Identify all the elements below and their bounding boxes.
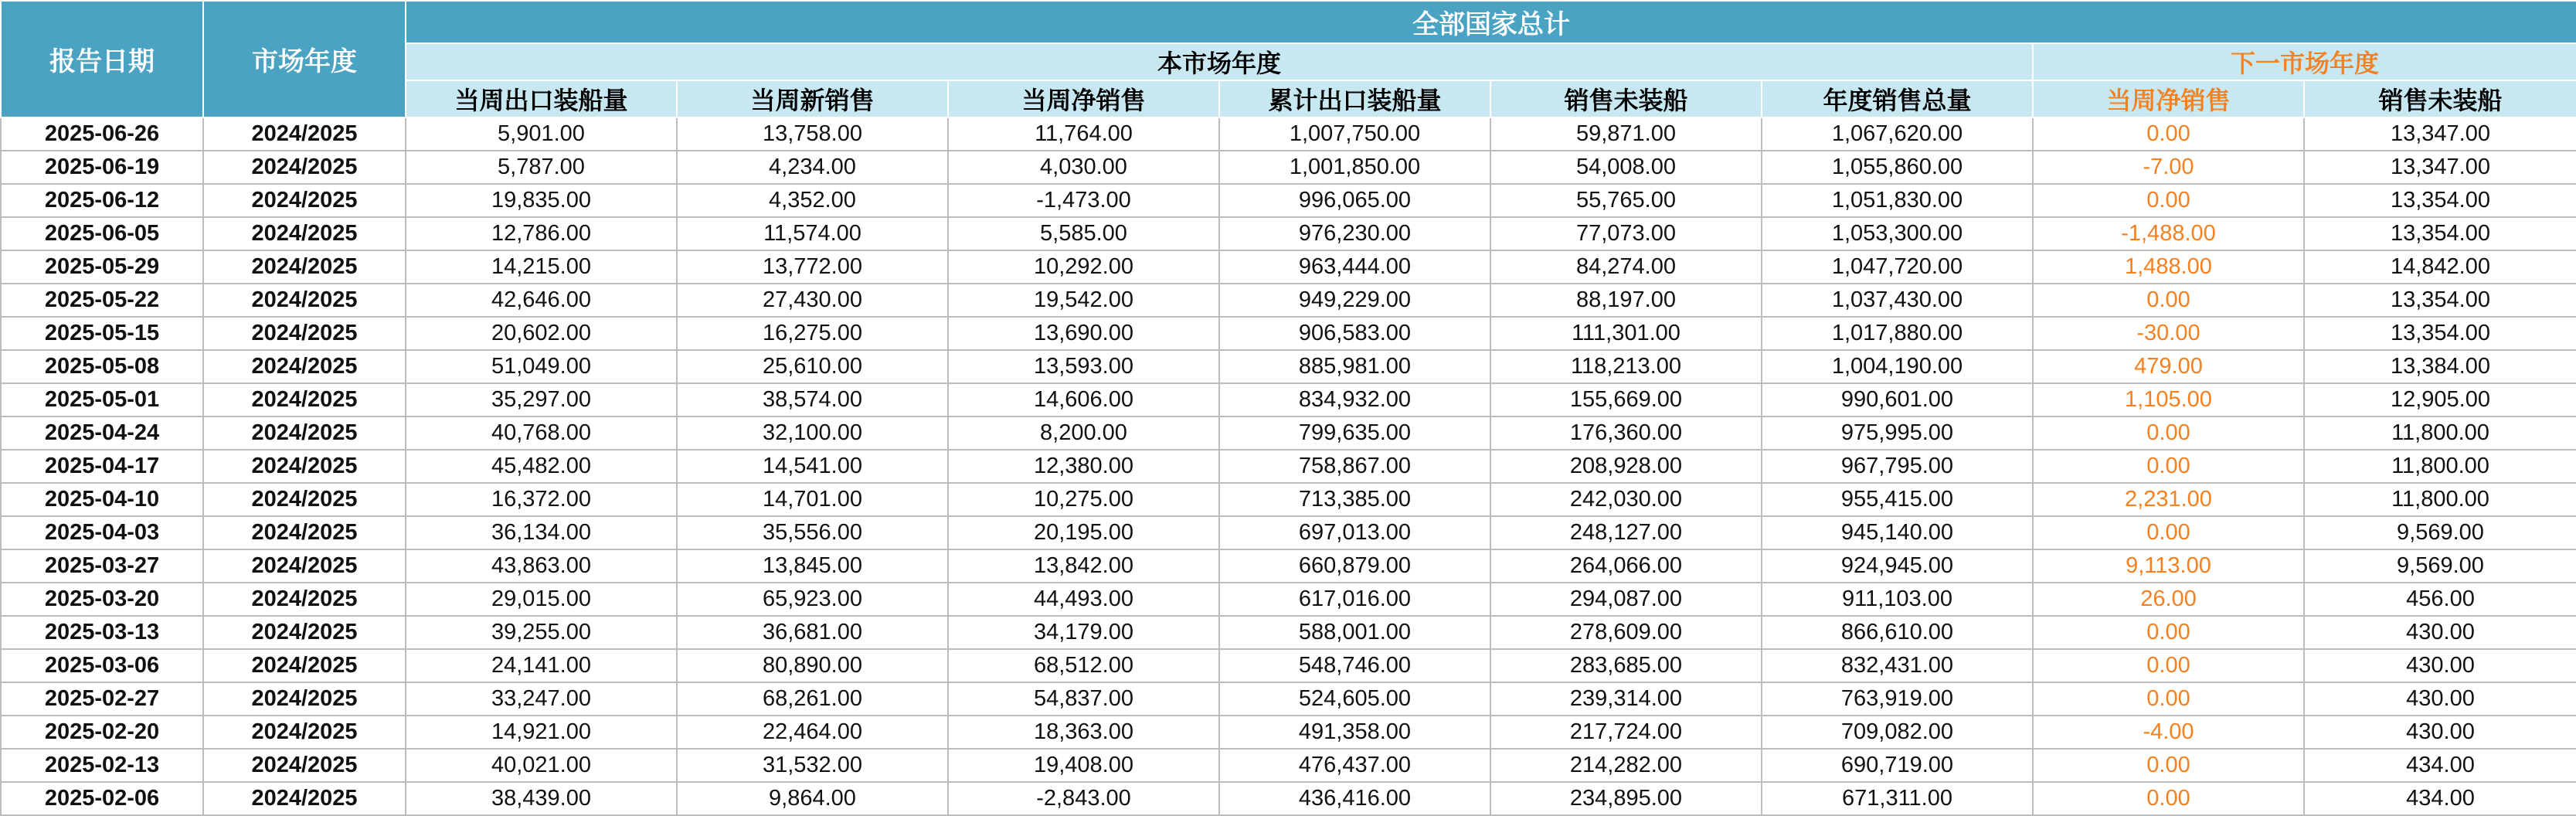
cell-outstanding-sales[interactable]: 208,928.00 (1490, 450, 1762, 483)
cell-weekly-net-sales[interactable]: 10,292.00 (948, 250, 1219, 284)
cell-weekly-net-sales[interactable]: 11,764.00 (948, 117, 1219, 151)
cell-outstanding-sales[interactable]: 84,274.00 (1490, 250, 1762, 284)
cell-cumulative-export-shipments[interactable]: 906,583.00 (1219, 317, 1490, 350)
cell-weekly-new-sales[interactable]: 32,100.00 (677, 416, 948, 450)
cell-next-outstanding-sales[interactable]: 11,800.00 (2304, 483, 2576, 516)
cell-market-year[interactable]: 2024/2025 (203, 782, 406, 815)
cell-weekly-net-sales[interactable]: 20,195.00 (948, 516, 1219, 549)
cell-total-annual-sales[interactable]: 1,053,300.00 (1762, 217, 2033, 250)
cell-next-weekly-net-sales[interactable]: -1,488.00 (2033, 217, 2304, 250)
cell-weekly-export-shipments[interactable]: 12,786.00 (406, 217, 677, 250)
cell-next-outstanding-sales[interactable]: 430.00 (2304, 716, 2576, 749)
cell-outstanding-sales[interactable]: 294,087.00 (1490, 583, 1762, 616)
cell-weekly-net-sales[interactable]: 13,690.00 (948, 317, 1219, 350)
cell-next-outstanding-sales[interactable]: 13,347.00 (2304, 117, 2576, 151)
cell-cumulative-export-shipments[interactable]: 996,065.00 (1219, 184, 1490, 217)
cell-next-outstanding-sales[interactable]: 11,800.00 (2304, 450, 2576, 483)
header-all-countries-total: 全部国家总计 (406, 1, 2576, 43)
cell-next-outstanding-sales[interactable]: 13,354.00 (2304, 284, 2576, 317)
cell-weekly-net-sales[interactable]: -1,473.00 (948, 184, 1219, 217)
cell-total-annual-sales[interactable]: 955,415.00 (1762, 483, 2033, 516)
cell-report-date[interactable]: 2025-05-29 (1, 250, 203, 284)
cell-cumulative-export-shipments[interactable]: 799,635.00 (1219, 416, 1490, 450)
cell-weekly-export-shipments[interactable]: 42,646.00 (406, 284, 677, 317)
cell-next-outstanding-sales[interactable]: 434.00 (2304, 749, 2576, 782)
cell-next-weekly-net-sales[interactable]: -30.00 (2033, 317, 2304, 350)
cell-total-annual-sales[interactable]: 690,719.00 (1762, 749, 2033, 782)
cell-next-outstanding-sales[interactable]: 9,569.00 (2304, 516, 2576, 549)
cell-next-weekly-net-sales[interactable]: 0.00 (2033, 749, 2304, 782)
cell-next-weekly-net-sales[interactable]: 1,105.00 (2033, 383, 2304, 416)
cell-weekly-net-sales[interactable]: 14,606.00 (948, 383, 1219, 416)
header-next-outstanding-sales[interactable]: 销售未装船 (2304, 80, 2576, 117)
header-total-annual-sales[interactable]: 年度销售总量 (1762, 80, 2033, 117)
table-row[interactable] (1, 284, 2576, 317)
cell-weekly-export-shipments[interactable]: 5,901.00 (406, 117, 677, 151)
cell-report-date[interactable]: 2025-03-27 (1, 549, 203, 583)
cell-weekly-new-sales[interactable]: 4,352.00 (677, 184, 948, 217)
cell-market-year[interactable]: 2024/2025 (203, 350, 406, 383)
cell-next-weekly-net-sales[interactable]: 479.00 (2033, 350, 2304, 383)
cell-cumulative-export-shipments[interactable]: 436,416.00 (1219, 782, 1490, 815)
cell-weekly-new-sales[interactable]: 35,556.00 (677, 516, 948, 549)
cell-outstanding-sales[interactable]: 234,895.00 (1490, 782, 1762, 815)
header-next-market-year: 下一市场年度 (2033, 43, 2576, 80)
cell-report-date[interactable]: 2025-04-17 (1, 450, 203, 483)
cell-market-year[interactable]: 2024/2025 (203, 682, 406, 716)
cell-next-outstanding-sales[interactable]: 11,800.00 (2304, 416, 2576, 450)
cell-weekly-new-sales[interactable]: 65,923.00 (677, 583, 948, 616)
table-row[interactable] (1, 117, 2576, 151)
table-row[interactable] (1, 549, 2576, 583)
cell-total-annual-sales[interactable]: 866,610.00 (1762, 616, 2033, 649)
header-market-year[interactable]: 市场年度 (203, 1, 406, 117)
cell-total-annual-sales[interactable]: 975,995.00 (1762, 416, 2033, 450)
cell-next-outstanding-sales[interactable]: 13,347.00 (2304, 151, 2576, 184)
cell-weekly-export-shipments[interactable]: 5,787.00 (406, 151, 677, 184)
cell-next-weekly-net-sales[interactable]: 0.00 (2033, 616, 2304, 649)
cell-next-weekly-net-sales[interactable]: 26.00 (2033, 583, 2304, 616)
cell-weekly-new-sales[interactable]: 14,541.00 (677, 450, 948, 483)
cell-next-outstanding-sales[interactable]: 14,842.00 (2304, 250, 2576, 284)
cell-outstanding-sales[interactable]: 176,360.00 (1490, 416, 1762, 450)
cell-cumulative-export-shipments[interactable]: 697,013.00 (1219, 516, 1490, 549)
table-row[interactable] (1, 483, 2576, 516)
cell-cumulative-export-shipments[interactable]: 588,001.00 (1219, 616, 1490, 649)
cell-weekly-net-sales[interactable]: 13,593.00 (948, 350, 1219, 383)
cell-next-outstanding-sales[interactable]: 430.00 (2304, 682, 2576, 716)
cell-market-year[interactable]: 2024/2025 (203, 483, 406, 516)
cell-total-annual-sales[interactable]: 1,017,880.00 (1762, 317, 2033, 350)
table-row[interactable] (1, 682, 2576, 716)
cell-weekly-net-sales[interactable]: 68,512.00 (948, 649, 1219, 682)
cell-outstanding-sales[interactable]: 283,685.00 (1490, 649, 1762, 682)
cell-next-outstanding-sales[interactable]: 434.00 (2304, 782, 2576, 815)
cell-next-outstanding-sales[interactable]: 13,354.00 (2304, 317, 2576, 350)
cell-total-annual-sales[interactable]: 763,919.00 (1762, 682, 2033, 716)
table-row[interactable] (1, 749, 2576, 782)
cell-outstanding-sales[interactable]: 59,871.00 (1490, 117, 1762, 151)
cell-market-year[interactable]: 2024/2025 (203, 616, 406, 649)
cell-cumulative-export-shipments[interactable]: 524,605.00 (1219, 682, 1490, 716)
cell-weekly-net-sales[interactable]: 44,493.00 (948, 583, 1219, 616)
cell-next-weekly-net-sales[interactable]: 0.00 (2033, 682, 2304, 716)
cell-weekly-new-sales[interactable]: 9,864.00 (677, 782, 948, 815)
cell-cumulative-export-shipments[interactable]: 963,444.00 (1219, 250, 1490, 284)
cell-market-year[interactable]: 2024/2025 (203, 184, 406, 217)
cell-outstanding-sales[interactable]: 242,030.00 (1490, 483, 1762, 516)
cell-next-weekly-net-sales[interactable]: 1,488.00 (2033, 250, 2304, 284)
cell-next-outstanding-sales[interactable]: 13,354.00 (2304, 184, 2576, 217)
table-row[interactable] (1, 350, 2576, 383)
cell-market-year[interactable]: 2024/2025 (203, 716, 406, 749)
cell-cumulative-export-shipments[interactable]: 834,932.00 (1219, 383, 1490, 416)
cell-outstanding-sales[interactable]: 54,008.00 (1490, 151, 1762, 184)
table-row[interactable] (1, 583, 2576, 616)
cell-weekly-export-shipments[interactable]: 14,215.00 (406, 250, 677, 284)
cell-next-outstanding-sales[interactable]: 9,569.00 (2304, 549, 2576, 583)
table-row[interactable] (1, 317, 2576, 350)
cell-report-date[interactable]: 2025-03-13 (1, 616, 203, 649)
cell-total-annual-sales[interactable]: 1,004,190.00 (1762, 350, 2033, 383)
cell-report-date[interactable]: 2025-02-06 (1, 782, 203, 815)
cell-cumulative-export-shipments[interactable]: 949,229.00 (1219, 284, 1490, 317)
cell-outstanding-sales[interactable]: 264,066.00 (1490, 549, 1762, 583)
cell-total-annual-sales[interactable]: 911,103.00 (1762, 583, 2033, 616)
cell-market-year[interactable]: 2024/2025 (203, 416, 406, 450)
cell-next-weekly-net-sales[interactable]: -4.00 (2033, 716, 2304, 749)
table-row[interactable] (1, 450, 2576, 483)
table-row[interactable] (1, 416, 2576, 450)
cell-weekly-new-sales[interactable]: 80,890.00 (677, 649, 948, 682)
cell-weekly-export-shipments[interactable]: 39,255.00 (406, 616, 677, 649)
cell-report-date[interactable]: 2025-04-10 (1, 483, 203, 516)
cell-next-outstanding-sales[interactable]: 430.00 (2304, 649, 2576, 682)
cell-weekly-export-shipments[interactable]: 24,141.00 (406, 649, 677, 682)
cell-weekly-export-shipments[interactable]: 16,372.00 (406, 483, 677, 516)
cell-market-year[interactable]: 2024/2025 (203, 317, 406, 350)
cell-weekly-net-sales[interactable]: 8,200.00 (948, 416, 1219, 450)
cell-weekly-net-sales[interactable]: 5,585.00 (948, 217, 1219, 250)
cell-market-year[interactable]: 2024/2025 (203, 151, 406, 184)
cell-outstanding-sales[interactable]: 111,301.00 (1490, 317, 1762, 350)
cell-market-year[interactable]: 2024/2025 (203, 250, 406, 284)
cell-weekly-export-shipments[interactable]: 35,297.00 (406, 383, 677, 416)
cell-outstanding-sales[interactable]: 278,609.00 (1490, 616, 1762, 649)
cell-total-annual-sales[interactable]: 967,795.00 (1762, 450, 2033, 483)
cell-next-outstanding-sales[interactable]: 456.00 (2304, 583, 2576, 616)
cell-outstanding-sales[interactable]: 214,282.00 (1490, 749, 1762, 782)
cell-next-outstanding-sales[interactable]: 13,354.00 (2304, 217, 2576, 250)
cell-report-date[interactable]: 2025-05-08 (1, 350, 203, 383)
cell-weekly-export-shipments[interactable]: 36,134.00 (406, 516, 677, 549)
cell-report-date[interactable]: 2025-03-20 (1, 583, 203, 616)
header-this-market-year: 本市场年度 (406, 43, 2033, 80)
cell-weekly-new-sales[interactable]: 27,430.00 (677, 284, 948, 317)
header-report-date[interactable]: 报告日期 (1, 1, 203, 117)
cell-market-year[interactable]: 2024/2025 (203, 217, 406, 250)
header-weekly-new-sales[interactable]: 当周新销售 (677, 80, 948, 117)
table-row[interactable] (1, 716, 2576, 749)
header-outstanding-sales[interactable]: 销售未装船 (1490, 80, 1762, 117)
cell-weekly-net-sales[interactable]: 54,837.00 (948, 682, 1219, 716)
cell-market-year[interactable]: 2024/2025 (203, 549, 406, 583)
cell-cumulative-export-shipments[interactable]: 548,746.00 (1219, 649, 1490, 682)
table-row[interactable] (1, 516, 2576, 549)
cell-weekly-new-sales[interactable]: 13,758.00 (677, 117, 948, 151)
cell-outstanding-sales[interactable]: 88,197.00 (1490, 284, 1762, 317)
cell-weekly-net-sales[interactable]: 4,030.00 (948, 151, 1219, 184)
table-row[interactable] (1, 649, 2576, 682)
table-row[interactable] (1, 217, 2576, 250)
cell-next-weekly-net-sales[interactable]: 0.00 (2033, 782, 2304, 815)
cell-total-annual-sales[interactable]: 924,945.00 (1762, 549, 2033, 583)
header-weekly-export-shipments[interactable]: 当周出口装船量 (406, 80, 677, 117)
cell-weekly-new-sales[interactable]: 11,574.00 (677, 217, 948, 250)
cell-next-weekly-net-sales[interactable]: -7.00 (2033, 151, 2304, 184)
table-row[interactable] (1, 616, 2576, 649)
cell-weekly-new-sales[interactable]: 31,532.00 (677, 749, 948, 782)
cell-report-date[interactable]: 2025-05-22 (1, 284, 203, 317)
cell-total-annual-sales[interactable]: 945,140.00 (1762, 516, 2033, 549)
cell-cumulative-export-shipments[interactable]: 660,879.00 (1219, 549, 1490, 583)
cell-weekly-new-sales[interactable]: 4,234.00 (677, 151, 948, 184)
cell-total-annual-sales[interactable]: 1,047,720.00 (1762, 250, 2033, 284)
cell-market-year[interactable]: 2024/2025 (203, 516, 406, 549)
cell-weekly-new-sales[interactable]: 13,845.00 (677, 549, 948, 583)
cell-cumulative-export-shipments[interactable]: 758,867.00 (1219, 450, 1490, 483)
cell-outstanding-sales[interactable]: 155,669.00 (1490, 383, 1762, 416)
cell-next-weekly-net-sales[interactable]: 2,231.00 (2033, 483, 2304, 516)
cell-next-weekly-net-sales[interactable]: 0.00 (2033, 450, 2304, 483)
cell-cumulative-export-shipments[interactable]: 1,007,750.00 (1219, 117, 1490, 151)
cell-next-weekly-net-sales[interactable]: 0.00 (2033, 284, 2304, 317)
cell-total-annual-sales[interactable]: 1,037,430.00 (1762, 284, 2033, 317)
cell-cumulative-export-shipments[interactable]: 1,001,850.00 (1219, 151, 1490, 184)
cell-weekly-net-sales[interactable]: 12,380.00 (948, 450, 1219, 483)
cell-outstanding-sales[interactable]: 239,314.00 (1490, 682, 1762, 716)
cell-report-date[interactable]: 2025-04-24 (1, 416, 203, 450)
cell-cumulative-export-shipments[interactable]: 476,437.00 (1219, 749, 1490, 782)
table-row[interactable] (1, 782, 2576, 815)
cell-report-date[interactable]: 2025-06-12 (1, 184, 203, 217)
cell-weekly-new-sales[interactable]: 36,681.00 (677, 616, 948, 649)
cell-weekly-net-sales[interactable]: 13,842.00 (948, 549, 1219, 583)
cell-outstanding-sales[interactable]: 248,127.00 (1490, 516, 1762, 549)
cell-next-outstanding-sales[interactable]: 13,384.00 (2304, 350, 2576, 383)
cell-next-weekly-net-sales[interactable]: 0.00 (2033, 649, 2304, 682)
cell-report-date[interactable]: 2025-03-06 (1, 649, 203, 682)
cell-outstanding-sales[interactable]: 217,724.00 (1490, 716, 1762, 749)
cell-weekly-export-shipments[interactable]: 43,863.00 (406, 549, 677, 583)
cell-report-date[interactable]: 2025-05-01 (1, 383, 203, 416)
cell-weekly-export-shipments[interactable]: 45,482.00 (406, 450, 677, 483)
cell-weekly-net-sales[interactable]: 34,179.00 (948, 616, 1219, 649)
cell-next-weekly-net-sales[interactable]: 9,113.00 (2033, 549, 2304, 583)
cell-weekly-export-shipments[interactable]: 33,247.00 (406, 682, 677, 716)
cell-weekly-net-sales[interactable]: 19,408.00 (948, 749, 1219, 782)
cell-total-annual-sales[interactable]: 990,601.00 (1762, 383, 2033, 416)
cell-next-outstanding-sales[interactable]: 430.00 (2304, 616, 2576, 649)
cell-next-weekly-net-sales[interactable]: 0.00 (2033, 117, 2304, 151)
cell-weekly-export-shipments[interactable]: 20,602.00 (406, 317, 677, 350)
table-row[interactable] (1, 250, 2576, 284)
cell-weekly-net-sales[interactable]: 18,363.00 (948, 716, 1219, 749)
table-row[interactable] (1, 383, 2576, 416)
cell-cumulative-export-shipments[interactable]: 617,016.00 (1219, 583, 1490, 616)
cell-weekly-new-sales[interactable]: 14,701.00 (677, 483, 948, 516)
cell-report-date[interactable]: 2025-06-05 (1, 217, 203, 250)
cell-report-date[interactable]: 2025-04-03 (1, 516, 203, 549)
cell-cumulative-export-shipments[interactable]: 885,981.00 (1219, 350, 1490, 383)
cell-total-annual-sales[interactable]: 832,431.00 (1762, 649, 2033, 682)
cell-weekly-new-sales[interactable]: 25,610.00 (677, 350, 948, 383)
cell-weekly-net-sales[interactable]: 19,542.00 (948, 284, 1219, 317)
cell-report-date[interactable]: 2025-05-15 (1, 317, 203, 350)
cell-weekly-new-sales[interactable]: 16,275.00 (677, 317, 948, 350)
cell-weekly-net-sales[interactable]: 10,275.00 (948, 483, 1219, 516)
table-header (1, 1, 2576, 117)
table-row[interactable] (1, 184, 2576, 217)
cell-weekly-export-shipments[interactable]: 51,049.00 (406, 350, 677, 383)
cell-total-annual-sales[interactable]: 671,311.00 (1762, 782, 2033, 815)
cell-market-year[interactable]: 2024/2025 (203, 383, 406, 416)
cell-weekly-net-sales[interactable]: -2,843.00 (948, 782, 1219, 815)
cell-weekly-new-sales[interactable]: 68,261.00 (677, 682, 948, 716)
table-body (1, 117, 2576, 815)
header-next-weekly-net-sales[interactable]: 当周净销售 (2033, 80, 2304, 117)
cell-market-year[interactable]: 2024/2025 (203, 749, 406, 782)
cell-weekly-export-shipments[interactable]: 40,021.00 (406, 749, 677, 782)
cell-weekly-export-shipments[interactable]: 19,835.00 (406, 184, 677, 217)
cell-weekly-export-shipments[interactable]: 29,015.00 (406, 583, 677, 616)
cell-weekly-new-sales[interactable]: 22,464.00 (677, 716, 948, 749)
cell-total-annual-sales[interactable]: 1,051,830.00 (1762, 184, 2033, 217)
cell-weekly-export-shipments[interactable]: 38,439.00 (406, 782, 677, 815)
cell-report-date[interactable]: 2025-06-19 (1, 151, 203, 184)
cell-cumulative-export-shipments[interactable]: 976,230.00 (1219, 217, 1490, 250)
cell-report-date[interactable]: 2025-02-20 (1, 716, 203, 749)
cell-cumulative-export-shipments[interactable]: 713,385.00 (1219, 483, 1490, 516)
cell-weekly-new-sales[interactable]: 38,574.00 (677, 383, 948, 416)
cell-total-annual-sales[interactable]: 709,082.00 (1762, 716, 2033, 749)
cell-weekly-export-shipments[interactable]: 40,768.00 (406, 416, 677, 450)
cell-cumulative-export-shipments[interactable]: 491,358.00 (1219, 716, 1490, 749)
cell-next-outstanding-sales[interactable]: 12,905.00 (2304, 383, 2576, 416)
header-weekly-net-sales[interactable]: 当周净销售 (948, 80, 1219, 117)
cell-market-year[interactable]: 2024/2025 (203, 284, 406, 317)
cell-outstanding-sales[interactable]: 118,213.00 (1490, 350, 1762, 383)
cell-market-year[interactable]: 2024/2025 (203, 649, 406, 682)
cell-outstanding-sales[interactable]: 55,765.00 (1490, 184, 1762, 217)
cell-next-weekly-net-sales[interactable]: 0.00 (2033, 184, 2304, 217)
cell-total-annual-sales[interactable]: 1,067,620.00 (1762, 117, 2033, 151)
cell-outstanding-sales[interactable]: 77,073.00 (1490, 217, 1762, 250)
cell-report-date[interactable]: 2025-02-27 (1, 682, 203, 716)
cell-report-date[interactable]: 2025-06-26 (1, 117, 203, 151)
cell-market-year[interactable]: 2024/2025 (203, 583, 406, 616)
header-cumulative-export-shipments[interactable]: 累计出口装船量 (1219, 80, 1490, 117)
cell-weekly-export-shipments[interactable]: 14,921.00 (406, 716, 677, 749)
cell-next-weekly-net-sales[interactable]: 0.00 (2033, 416, 2304, 450)
cell-total-annual-sales[interactable]: 1,055,860.00 (1762, 151, 2033, 184)
cell-next-weekly-net-sales[interactable]: 0.00 (2033, 516, 2304, 549)
table-row[interactable] (1, 151, 2576, 184)
cell-report-date[interactable]: 2025-02-13 (1, 749, 203, 782)
cell-market-year[interactable]: 2024/2025 (203, 450, 406, 483)
cell-market-year[interactable]: 2024/2025 (203, 117, 406, 151)
cell-weekly-new-sales[interactable]: 13,772.00 (677, 250, 948, 284)
